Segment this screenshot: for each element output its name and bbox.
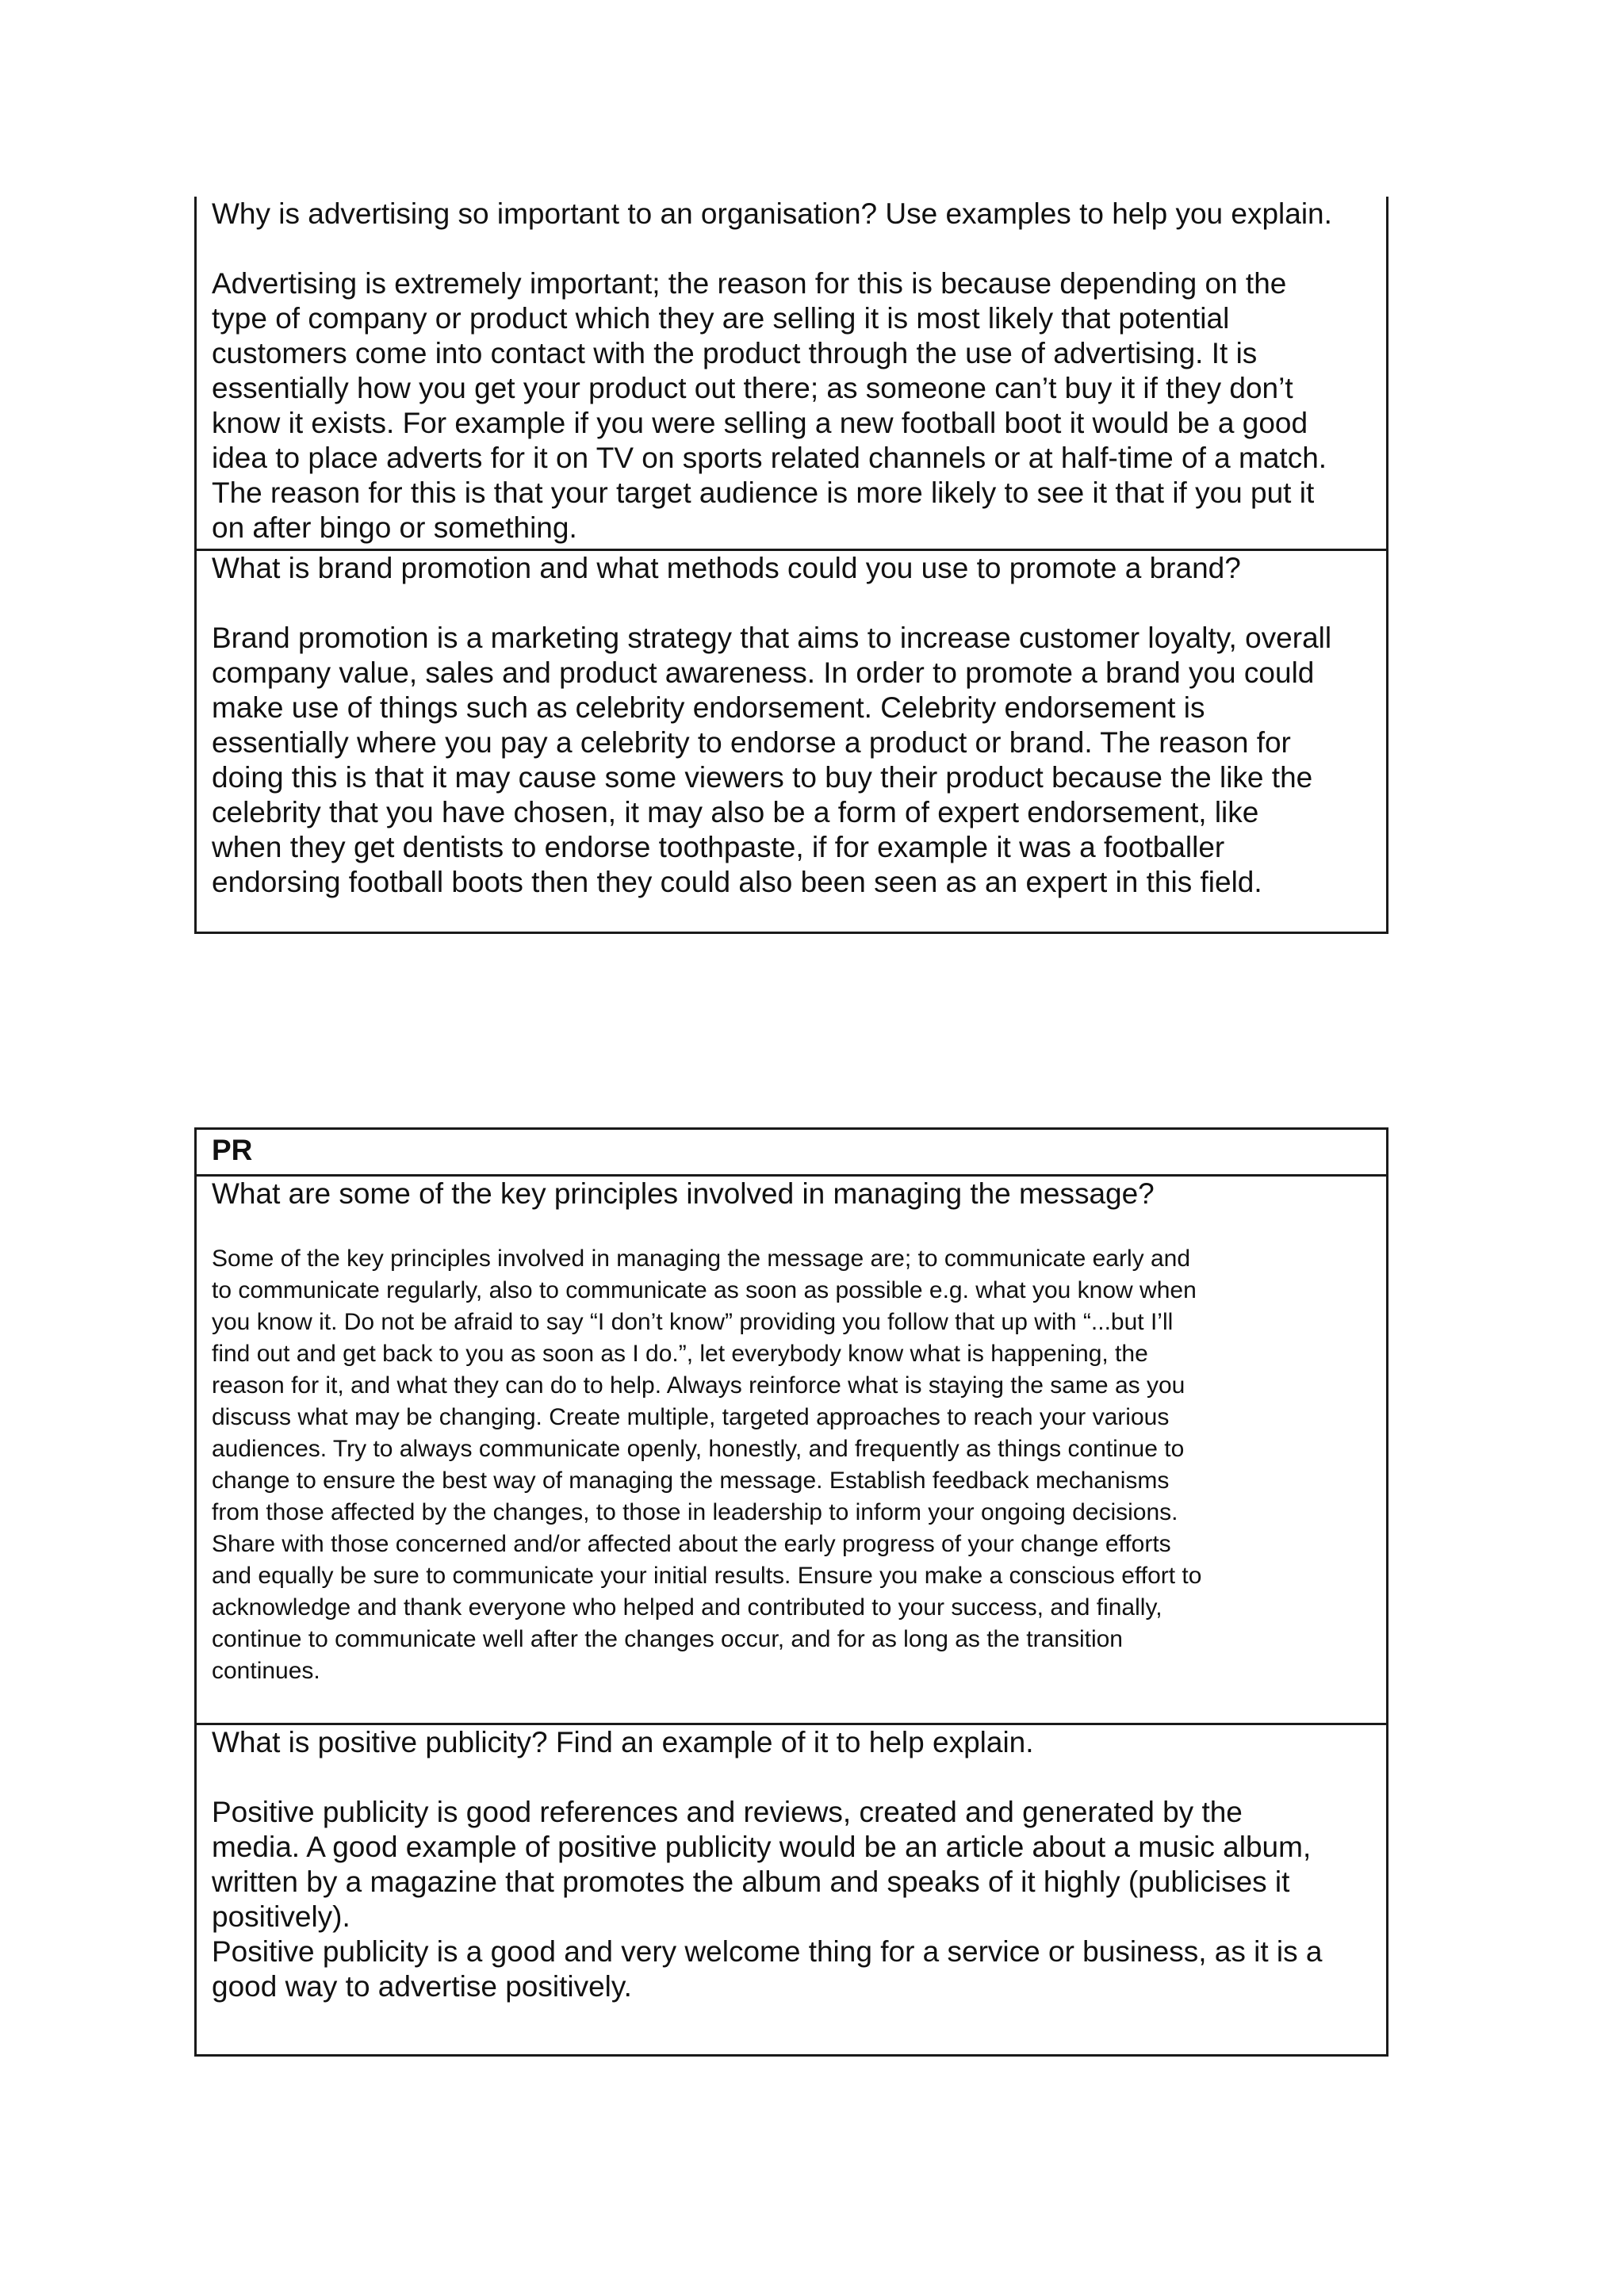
advertising-importance-cell	[197, 197, 1386, 549]
managing-message-answer: Some of the key principles involved in managing the message are; to communicate early and to communicate regularly, also to communicate as soon as possible e.g. what you know when you know it. Do not be afraid to say “I don’t know” providing you follow that up with “...but I’ll find out and get back to you as soon as I do.”, let everybody know what is happening, the reason for it, and what they can do to help. Always reinforce what is staying the same as you discuss what may be changing. Create multiple, targeted approaches to reach your various audiences. Try to always communicate openly, honestly, and frequently as things continue to change to ensure the best way of managing the message. Establish feedback mechanisms from those affected by the changes, to those in leadership to inform your ongoing decisions. Share with those concerned and/or affected about the early progress of your change efforts and equally be sure to communicate your initial results. Ensure you make a conscious effort to acknowledge and thank everyone who helped and contributed to your success, and finally, continue to communicate well after the changes occur, and for as long as the transition continues.	[212, 1246, 1202, 1684]
positive-publicity-answer: Positive publicity is good references and reviews, created and generated by the media. A good example of positive publicity would be an article about a music album, written by a magazine that promotes the album and speaks of it highly (publicises it positively). Positive publicity is a good and very welcome thing for a service or business, as it is a good way to advertise positively.	[212, 1796, 1323, 2003]
positive-publicity-question: What is positive publicity? Find an example of it to help explain.	[212, 1726, 1034, 1758]
advertising-importance-answer: Advertising is extremely important; the reason for this is because depending on the type of company or product which they are selling it is most likely that potential customers come into contact with the product through the use of advertising. It is essentially how you get your product out there; as someone can’t buy it if they don’t know it exists. For example if you were selling a new football boot it would be a good idea to place adverts for it on TV on sports related channels or at half-time of a match. The reason for this is that your target audience is more likely to see it that if you put it on after bingo or something.	[212, 267, 1327, 544]
managing-message-question: What are some of the key principles involved in managing the message?	[212, 1177, 1155, 1210]
managing-message-cell	[197, 1174, 1386, 1723]
pr-questions-box	[194, 1127, 1388, 2057]
advertising-importance-question: Why is advertising so important to an organisation? Use examples to help you explain.	[212, 197, 1332, 230]
advertising-questions-box	[194, 197, 1388, 934]
positive-publicity-cell	[197, 1723, 1386, 2057]
brand-promotion-question: What is brand promotion and what methods could you use to promote a brand?	[212, 552, 1241, 584]
pr-heading: PR	[212, 1134, 253, 1166]
pr-heading-cell	[197, 1130, 1386, 1174]
brand-promotion-cell	[197, 549, 1386, 932]
brand-promotion-answer: Brand promotion is a marketing strategy that aims to increase customer loyalty, overall company value, sales and product awareness. In order to promote a brand you could make use of things such as celebrity endorsement. Celebrity endorsement is essentially where you pay a celebrity to endorse a product or brand. The reason for doing this is that it may cause some viewers to buy their product because the like the celebrity that you have chosen, it may also be a form of expert endorsement, like when they get dentists to endorse toothpaste, if for example it was a footballer endorsing football boots then they could also been seen as an expert in this field.	[212, 622, 1332, 898]
